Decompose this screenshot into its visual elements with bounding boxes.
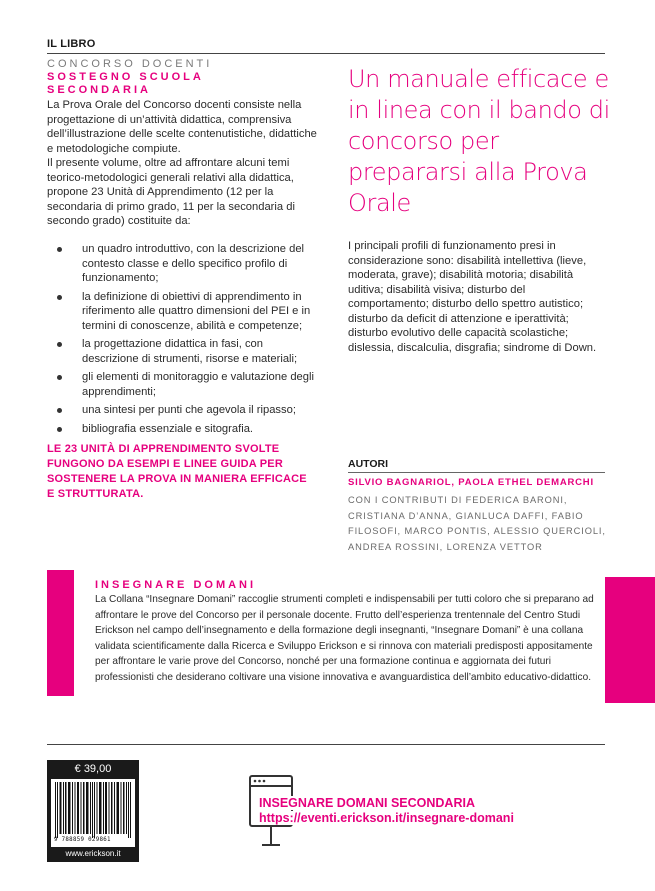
web-url[interactable]: https://eventi.erickson.it/insegnare-domani xyxy=(259,811,518,825)
bullet-icon xyxy=(57,408,62,413)
list-item xyxy=(57,337,315,366)
highlight-statement: LE 23 UNITÀ DI APPRENDIMENTO SVOLTE FUNGONO DA ESEMPI E LINEE GUIDA PER SOSTENERE LA PROVA IN MANIERA EFFICACE E STRUTTURATA. xyxy=(47,443,307,500)
headline: Un manuale efficace e in linea con il bando di concorso per prepararsi alla Prova Orale xyxy=(348,65,610,217)
list-item xyxy=(57,370,315,399)
section-label: IL LIBRO xyxy=(47,38,96,50)
barcode-icon xyxy=(55,782,131,838)
intro-paragraph: La Prova Orale del Concorso docenti consiste nella progettazione di un’attività didattica, comprensiva dell’illustrazione delle scelte contenutistiche, didattiche e metodologiche compiute. xyxy=(47,99,317,155)
intro-paragraph: Il presente volume, oltre ad affrontare alcuni temi teorico-metodologici generali relativi alla didattica, propone 23 Unità di Apprendimento (12 per la secondaria di primo grado, 11 per la secondaria di secondo grado) costituite da: xyxy=(47,157,295,227)
barcode-box xyxy=(47,760,139,862)
list-item xyxy=(57,422,315,437)
bullet-icon xyxy=(57,247,62,252)
isbn-digits: 9 788859 029861 xyxy=(54,837,111,843)
list-item-text: una sintesi per punti che agevola il ripasso; xyxy=(82,404,296,416)
authors-divider xyxy=(348,472,605,473)
bullet-icon xyxy=(57,375,62,380)
accent-tab-right xyxy=(605,577,655,703)
list-item xyxy=(57,290,315,334)
bullet-icon xyxy=(57,295,62,300)
list-item-text: un quadro introduttivo, con la descrizione del contesto classe e dello specifico profilo di funzionamento; xyxy=(82,243,305,284)
series-description: La Collana “Insegnare Domani” raccoglie strumenti completi e indispensabili per tutti coloro che si preparano ad affrontare le prove del Concorso per il personale docente. Frutto dell’esperienza trentennale del Centro Studi Erickson nel campo dell’insegnamento e della formazione degli insegnanti, “Insegnare Domani” è una collana validata scientificamente dalla Ricerca e Sviluppo Erickson e si rinnova con materiali predisposti appositamente per affrontare le varie prove del Concorso, nonché per una formazione continua e aggiornata dei futuri professionisti che desiderano coltivare una visione innovativa e avanguardistica dell’ambito educativo-didattico. xyxy=(95,594,594,683)
contents-list xyxy=(57,242,315,440)
publisher-site: www.erickson.it xyxy=(65,849,121,858)
authors-main: SILVIO BAGNARIOL, PAOLA ETHEL DEMARCHI xyxy=(348,477,594,488)
list-item-text: la definizione di obiettivi di apprendimento in riferimento alle quattro dimensioni del PEI e in termini di conoscenze, abilità e competenze; xyxy=(82,290,311,332)
authors-contributors: CON I CONTRIBUTI DI FEDERICA BARONI, CRISTIANA D’ANNA, GIANLUCA DAFFI, FABIO FILOSOFI, MARCO PONTIS, ALESSIO QUERCIOLI, ANDREA ROSSINI, LORENZA VETTOR xyxy=(348,495,606,552)
list-item xyxy=(57,242,315,286)
list-item xyxy=(57,403,315,418)
list-item-text: gli elementi di monitoraggio e valutazione degli apprendimenti; xyxy=(82,371,314,398)
web-title: INSEGNARE DOMANI SECONDARIA xyxy=(259,796,479,810)
top-divider xyxy=(47,53,605,54)
profiles-text: I principali profili di funzionamento presi in considerazione sono: disabilità intellettiva (lieve, moderata, grave); disabilità motoria; disabilità uditiva; disabilità visiva; disturbo del comportamento; disturbo dello spettro autistico; disturbo da deficit di attenzione e iperattività; disturbo evolutivo delle capacità scolastiche; dislessia, discalculia, disgrafia; sindrome di Down. xyxy=(348,240,597,354)
series-title: CONCORSO DOCENTI xyxy=(47,58,213,70)
accent-tab-left xyxy=(47,570,74,696)
intro-text xyxy=(47,98,317,229)
bullet-icon xyxy=(57,342,62,347)
list-item-text: bibliografia essenziale e sitografia. xyxy=(82,422,254,435)
bottom-divider xyxy=(47,744,605,745)
bullet-icon xyxy=(57,427,62,432)
barcode-area xyxy=(51,779,135,847)
book-subtitle: SOSTEGNO SCUOLA SECONDARIA xyxy=(47,71,204,96)
authors-label: AUTORI xyxy=(348,458,389,470)
list-item-text: la progettazione didattica in fasi, con descrizione di strumenti, risorse e materiali; xyxy=(82,338,298,365)
price: € 39,00 xyxy=(74,763,112,775)
series-name: INSEGNARE DOMANI xyxy=(95,579,257,591)
